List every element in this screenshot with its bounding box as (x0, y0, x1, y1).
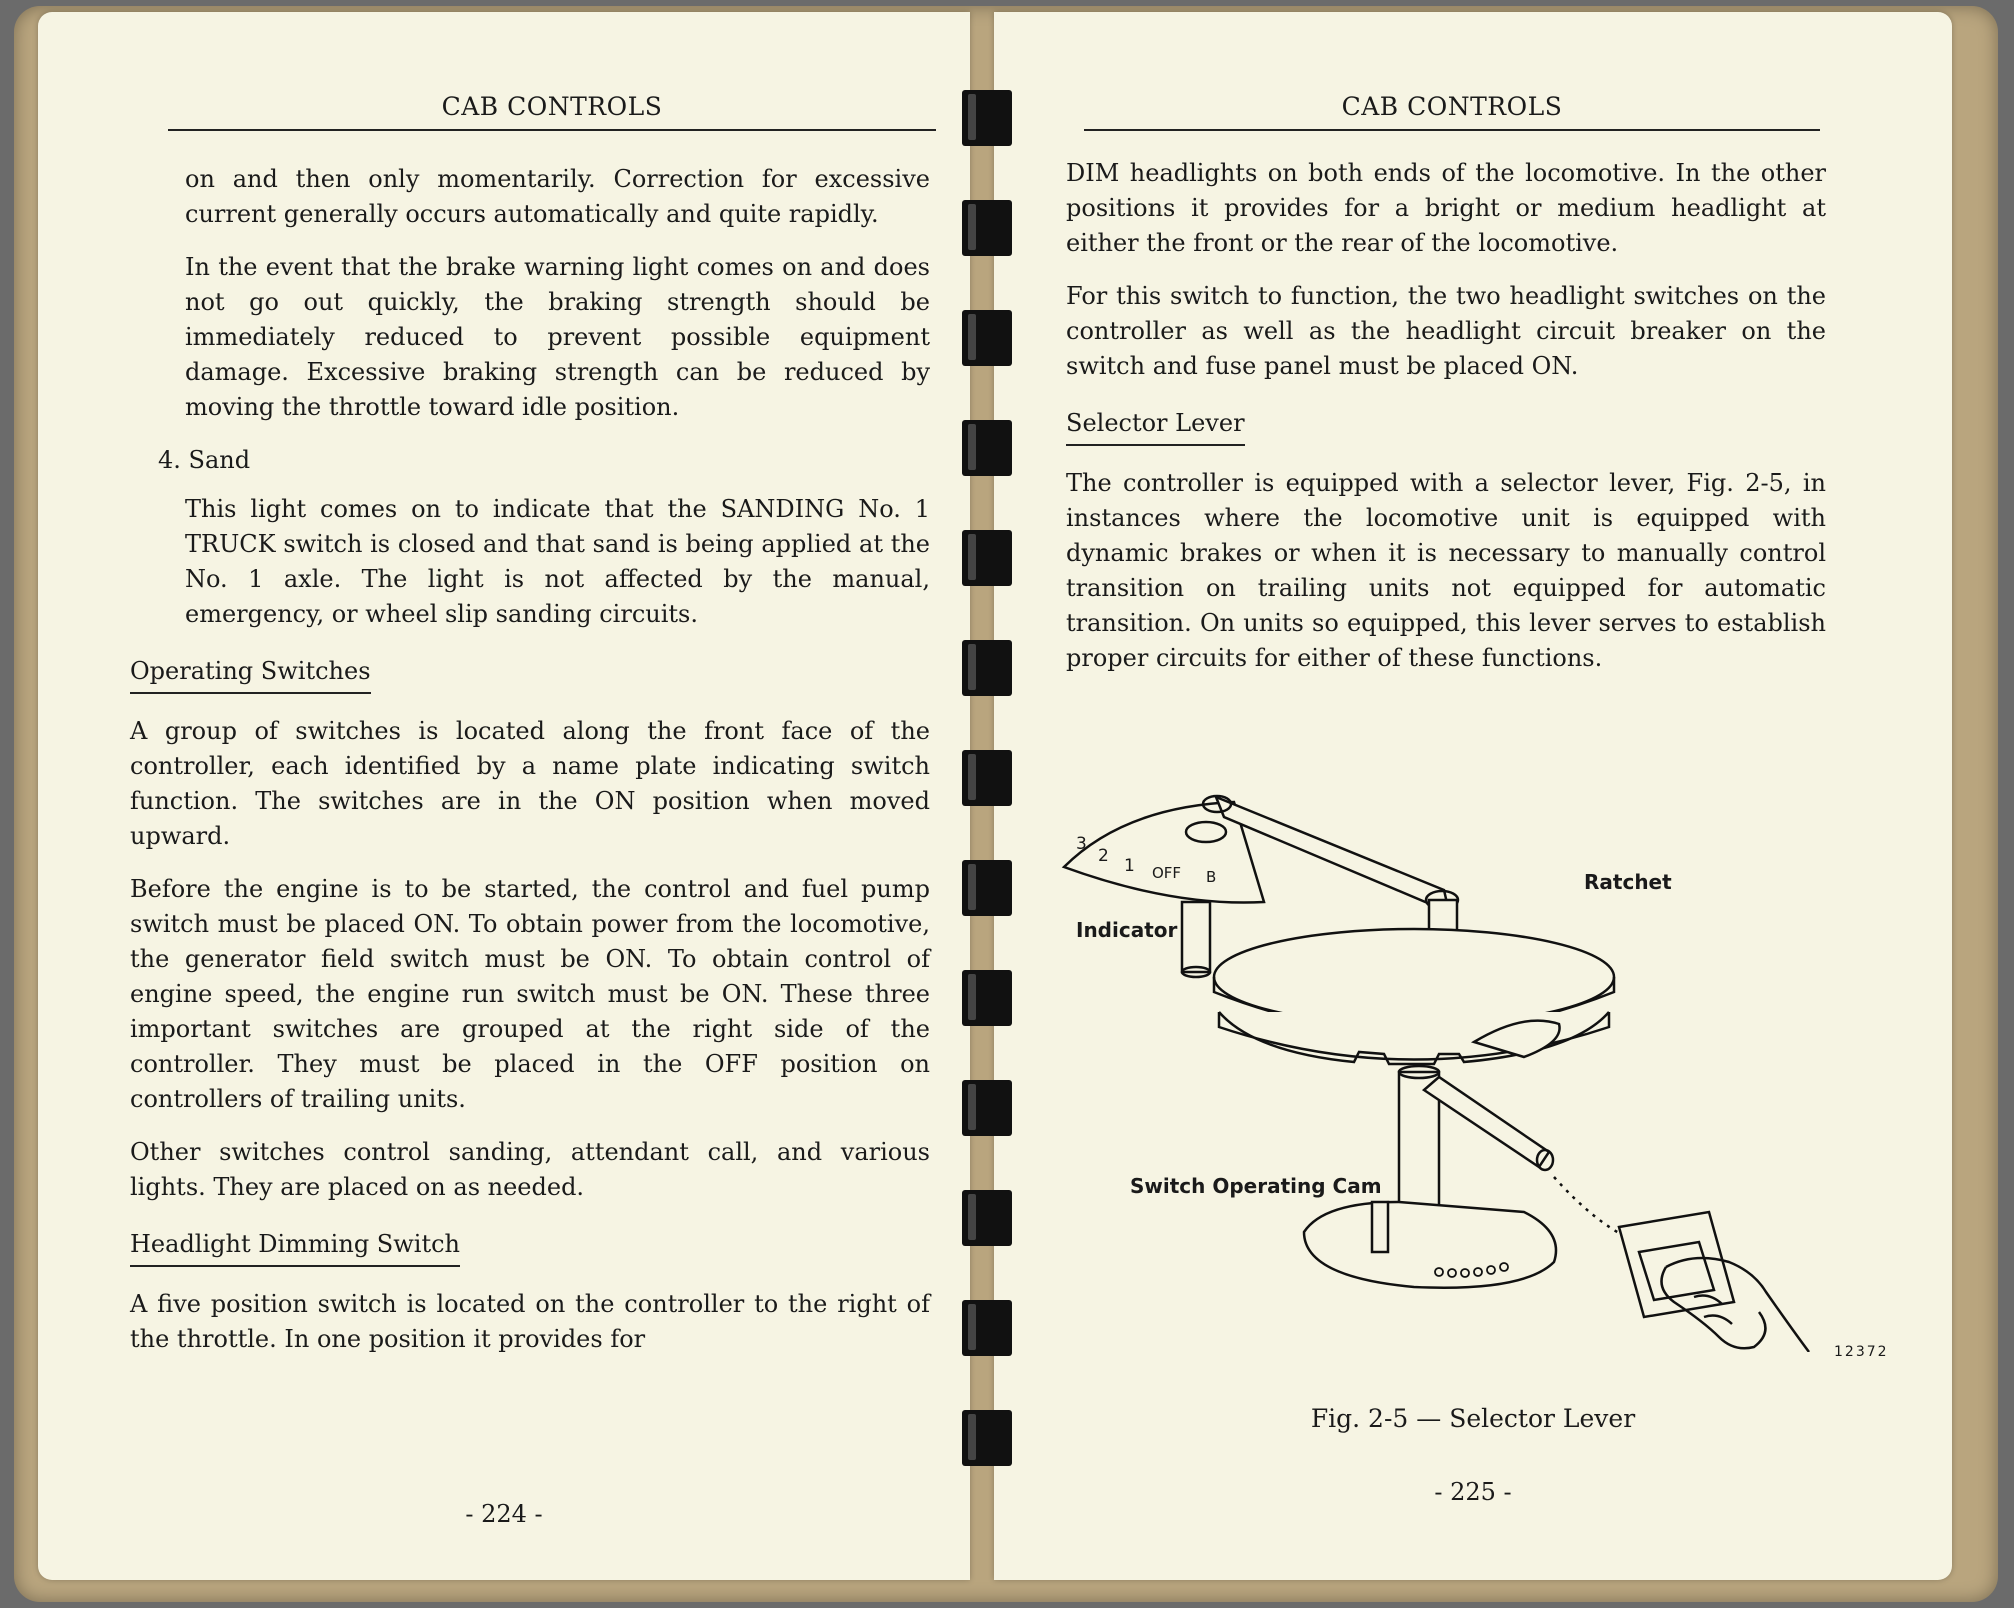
dial-mark-b: B (1206, 868, 1217, 886)
binding-ring (962, 200, 1012, 256)
selector-lever-figure (1054, 772, 1894, 1360)
label-switch-operating-cam: Switch Operating Cam (1130, 1174, 1382, 1198)
right-paragraph-3: The controller is equipped with a selector lever, Fig. 2-5, in instances where the locomotive unit is equipped with dynamic brakes or when it is necessary to manually control transition on trailing units not equipped for automatic transition. On units so equipped, this lever serves to establish proper circuits for either of these functions. (1066, 469, 1826, 672)
left-page-header: CAB CONTROLS (168, 92, 936, 131)
binding-ring (962, 420, 1012, 476)
right-paragraph-2: For this switch to function, the two headlight switches on the controller as well as the headlight circuit breaker on the switch and fuse panel must be placed ON. (1066, 282, 1826, 380)
lever-handle-rod (1424, 1077, 1549, 1167)
figure-number: 12372 (1834, 1344, 1889, 1360)
right-page-content (1066, 156, 1826, 694)
left-paragraph-5: Before the engine is to be started, the control and fuel pump switch must be placed ON. To obtain power from the locomotive, the generator field switch must be ON. To obtain control of engine speed, the engine run switch must be ON. These three important switches are grouped at the right side of the controller. They must be placed in the OFF position on controllers of trailing units. (130, 875, 930, 1113)
figure-caption: Fig. 2-5 — Selector Lever (1310, 1404, 1636, 1433)
selector-lever-illustration (1054, 772, 1894, 1352)
label-indicator: Indicator (1076, 918, 1178, 942)
left-page-number: - 224 - (465, 1500, 543, 1528)
binding-ring (962, 970, 1012, 1026)
ratchet-disc (1214, 929, 1614, 1025)
heading-operating-switches: Operating Switches (130, 654, 371, 694)
right-page-header: CAB CONTROLS (1084, 92, 1820, 131)
left-paragraph-7: A five position switch is located on the controller to the right of the throttle. In one position it provides for (130, 1290, 930, 1353)
binding-ring (962, 530, 1012, 586)
right-page (994, 12, 1952, 1580)
binding-ring (962, 640, 1012, 696)
dial-mark-off: OFF (1152, 864, 1182, 882)
right-page-number: - 225 - (1434, 1478, 1512, 1506)
right-paragraph-1: DIM headlights on both ends of the locomotive. In the other positions it provides for a bright or medium headlight at either the front or the rear of the locomotive. (1066, 159, 1826, 257)
left-paragraph-3: This light comes on to indicate that the SANDING No. 1 TRUCK switch is closed and that sand is being applied at the No. 1 axle. The light is not affected by the manual, emergency, or wheel slip sanding circuits. (185, 495, 930, 628)
dial-mark-1: 1 (1124, 856, 1135, 876)
heading-headlight-dimming: Headlight Dimming Switch (130, 1227, 460, 1267)
left-paragraph-2: In the event that the brake warning light comes on and does not go out quickly, the braking strength should be immediately reduced to prevent possible equipment damage. Excessive braking strength can be reduced by moving the throttle toward idle position. (185, 253, 930, 421)
dial-mark-3: 3 (1076, 834, 1087, 854)
dial-mark-2: 2 (1098, 846, 1109, 866)
binding-ring (962, 1190, 1012, 1246)
label-ratchet: Ratchet (1584, 870, 1672, 894)
cam-base (1304, 1202, 1556, 1288)
left-paragraph-1: on and then only momentarily. Correction for excessive current generally occurs automatically and quite rapidly. (185, 165, 930, 228)
left-page (38, 12, 970, 1580)
spiral-binding (958, 70, 1018, 1520)
indicator-post (1182, 902, 1210, 972)
binding-ring (962, 1300, 1012, 1356)
list-item-sand: 4. Sand (158, 446, 251, 474)
heading-selector-lever: Selector Lever (1066, 406, 1245, 446)
binding-ring (962, 1410, 1012, 1466)
left-page-content (130, 162, 930, 1375)
binding-ring (962, 860, 1012, 916)
left-paragraph-6: Other switches control sanding, attendant call, and various lights. They are placed on as needed. (130, 1138, 930, 1201)
left-paragraph-4: A group of switches is located along the front face of the controller, each identified by a name plate indicating switch function. The switches are in the ON position when moved upward. (130, 717, 930, 850)
binding-ring (962, 1080, 1012, 1136)
binding-ring (962, 310, 1012, 366)
binding-ring (962, 90, 1012, 146)
binding-ring (962, 750, 1012, 806)
